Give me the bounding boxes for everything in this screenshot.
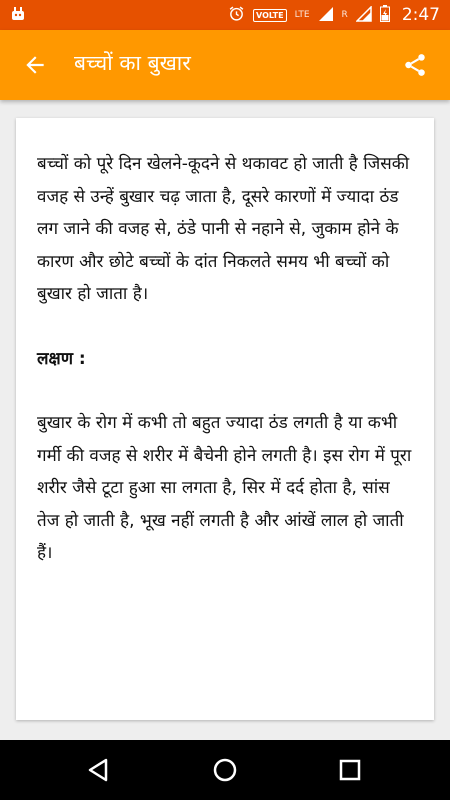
signal-icon bbox=[318, 6, 334, 25]
navigation-bar bbox=[0, 740, 450, 800]
volte-badge: VOLTE bbox=[253, 9, 287, 22]
symptoms-paragraph: बुखार के रोग में कभी तो बहुत ज्यादा ठंड लगती है या कभी गर्मी की वजह से शरीर में बैचेनी होने लगती है। इस रोग में पूरा शरीर जैसे टूटा हुआ सा लगता है, सिर में दर्द होता है, सांस तेज हो जाती है, भूख नहीं लगती है और आंखें लाल हो जाती हैं। bbox=[37, 413, 412, 563]
alarm-icon bbox=[228, 5, 245, 25]
article-card[interactable] bbox=[16, 118, 434, 720]
status-bar bbox=[0, 0, 450, 30]
roaming-indicator: R bbox=[341, 10, 348, 20]
nav-home-icon[interactable] bbox=[210, 755, 240, 785]
share-icon[interactable] bbox=[402, 52, 428, 78]
signal-icon-2 bbox=[356, 6, 372, 25]
back-arrow-icon[interactable] bbox=[22, 52, 48, 78]
page-title: बच्चों का बुखार bbox=[74, 51, 191, 75]
app-bar bbox=[0, 30, 450, 100]
nav-recents-icon[interactable] bbox=[335, 755, 365, 785]
symptoms-heading: लक्षण : bbox=[37, 348, 86, 369]
clock-time: 2:47 bbox=[401, 5, 440, 25]
nav-back-icon[interactable] bbox=[84, 755, 114, 785]
intro-paragraph: बच्चों को पूरे दिन खेलने-कूदने से थकावट हो जाती है जिसकी वजह से उन्हें बुखार चढ़ जाता है, दूसरे कारणों में ज्यादा ठंड लग जाने की वजह से, ठंडे पानी से नहाने से, जुकाम होने के कारण और छोटे बच्चों के दांत निकलते समय भी बच्चों को बुखार हो जाता है। bbox=[37, 154, 410, 304]
article-content bbox=[16, 118, 434, 570]
lte-indicator: LTE bbox=[294, 10, 310, 20]
battery-icon bbox=[380, 5, 390, 25]
android-notification-icon bbox=[10, 6, 26, 26]
